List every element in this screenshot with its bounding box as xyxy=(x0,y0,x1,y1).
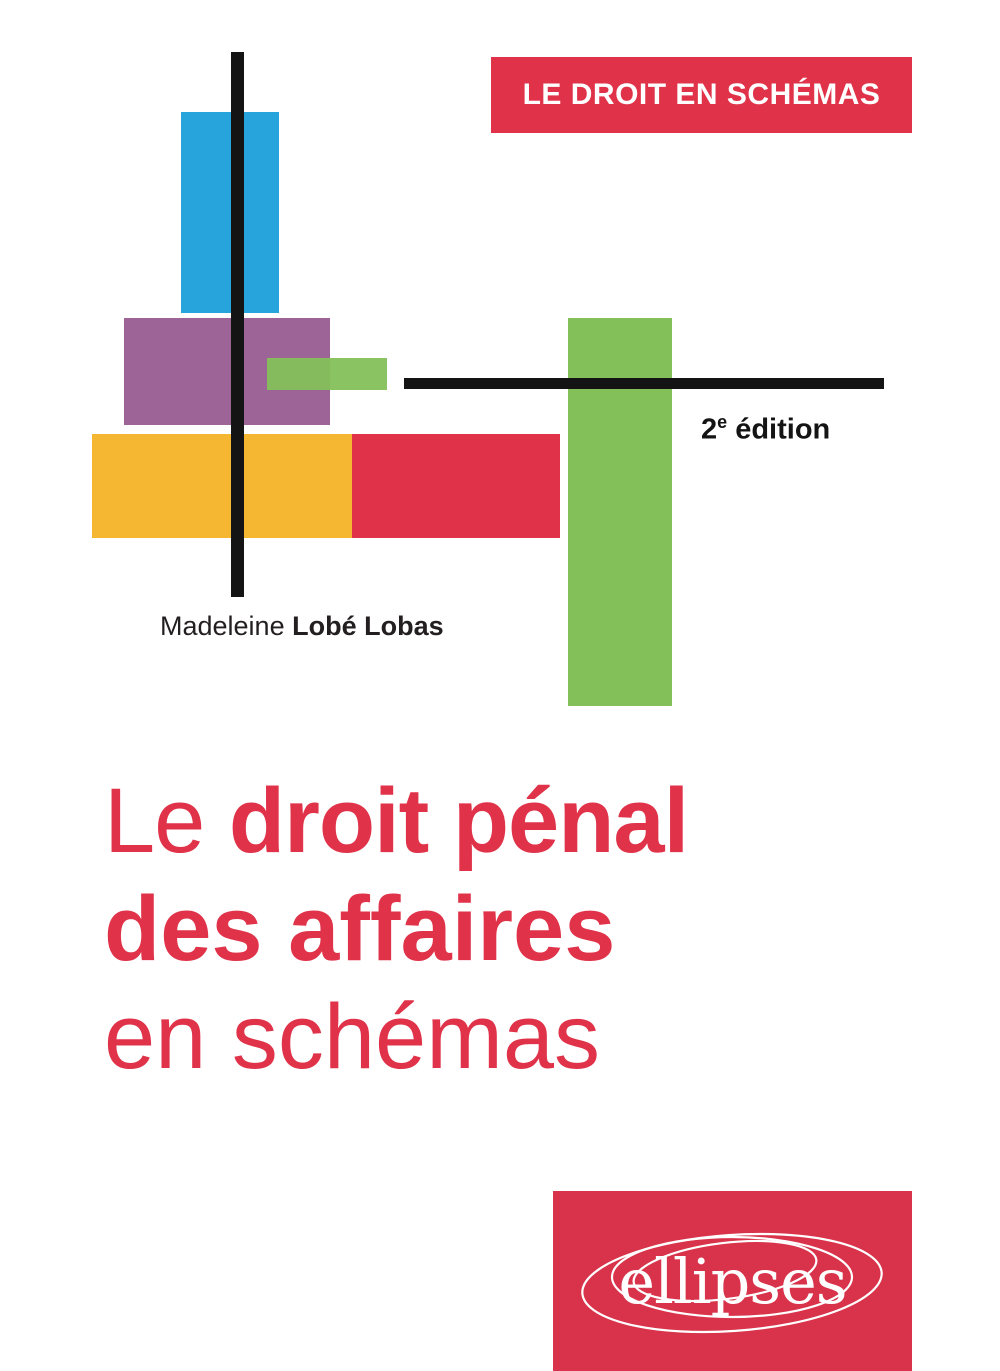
book-title xyxy=(104,770,904,1088)
edition-number: 2 xyxy=(701,413,718,446)
title-line-3: en schémas xyxy=(104,985,601,1088)
author-last-name: Lobé Lobas xyxy=(292,611,444,641)
small-green-block-shape xyxy=(267,358,387,390)
edition-statement xyxy=(701,412,830,447)
publisher-name: ellipses xyxy=(618,1244,847,1318)
title-line-1-light: Le xyxy=(104,770,229,872)
title-line-2: des affaires xyxy=(104,877,616,980)
edition-word: édition xyxy=(727,413,831,446)
collection-label: LE DROIT EN SCHÉMAS xyxy=(522,78,881,111)
blue-block-shape xyxy=(181,112,279,313)
author-name xyxy=(160,611,444,642)
vertical-black-bar-shape xyxy=(231,52,244,597)
yellow-block-shape xyxy=(92,434,352,538)
author-first-name: Madeleine xyxy=(160,611,285,641)
red-block-shape xyxy=(352,434,560,538)
edition-ordinal-suffix: e xyxy=(717,412,728,432)
publisher-logo xyxy=(553,1191,912,1371)
horizontal-black-bar-shape xyxy=(404,378,884,389)
title-line-1 xyxy=(104,770,904,872)
tall-green-block-shape xyxy=(568,318,672,706)
title-line-1-bold: droit pénal xyxy=(228,770,689,872)
